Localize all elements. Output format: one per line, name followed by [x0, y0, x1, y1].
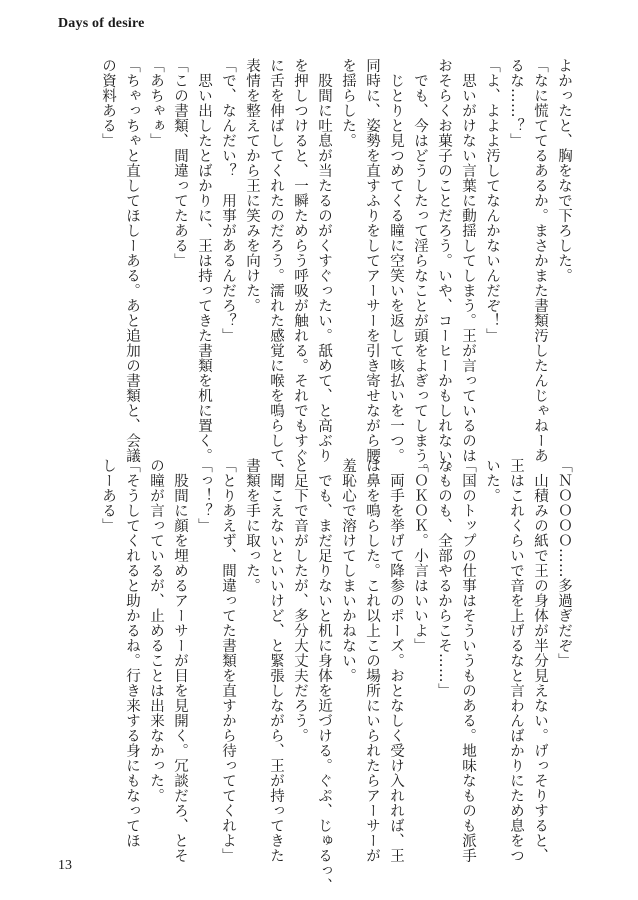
text-line: 「あちゃぁ」 — [148, 58, 164, 148]
text-line: 「国のトップの仕事はそういうものある。地味なものも派手 — [460, 458, 476, 863]
text-line: 「なに慌ててるあるか。まさかまた書類汚したんじゃねーあ — [532, 58, 548, 463]
text-line: 股間に顔を埋めるアーサーが目を見開く。冗談だろ、とそ — [172, 458, 188, 863]
text-line: 聞こえないといいけど、と緊張しながら、王が持ってきた — [268, 458, 284, 863]
text-line: 王はこれくらいで音を上げるなと言わんばかりにため息をつ — [508, 458, 524, 863]
text-line: 「っ！？」 — [196, 458, 212, 533]
page-number: 13 — [58, 858, 72, 873]
text-line: は鼻を鳴らした。これ以上この場所にいられたらアーサーが — [364, 458, 380, 863]
text-block-bottom — [96, 458, 576, 893]
text-line: るな……？」 — [508, 58, 524, 148]
text-line: 思い出したとばかりに、王は持ってきた書類を机に置く。 — [196, 58, 212, 463]
text-line: よかったと、胸をなで下ろした。 — [556, 58, 572, 283]
text-line: 思いがけない言葉に動揺してしまう。王が言っているのは — [460, 58, 476, 463]
text-line: 「ＯＫＯＫ。小言はいいよ」 — [412, 458, 428, 653]
running-header: Days of desire — [58, 16, 145, 31]
text-line: 「ＮＯＯＯＯ……多過ぎだぞ」 — [556, 458, 572, 668]
text-line: の資料ある」 — [100, 58, 116, 148]
text-line: を押しつけると、一瞬ためらう呼吸が触れる。それでもすぐ — [292, 58, 308, 463]
text-line: 「この書類、間違ってたある」 — [172, 58, 188, 268]
text-line: しーある」 — [100, 458, 116, 533]
text-line: 「とりあえず、間違ってた書類を直すから待っててくれよ」 — [220, 458, 236, 863]
text-line: 「で、なんだい？ 用事があるんだろ？」 — [220, 58, 236, 343]
text-line: 股間に吐息が当たるのがくすぐったい。舐めて、と高ぶり — [316, 58, 332, 463]
text-line: おそらくお菓子のことだろう。いや、コーヒーかもしれない。 — [436, 58, 452, 478]
text-line: 「そうしてくれると助かるね。行き来する身にもなってほ — [124, 458, 140, 848]
text-line: でも、まだ足りないと机に身体を近づける。ぐぷ、じゅるっ、 — [316, 458, 332, 893]
text-line: を揺らした。 — [340, 58, 356, 148]
text-line: じとりと見つめてくる瞳に空笑いを返して咳払いを一つ。 — [388, 58, 404, 463]
text-line: なものも、全部やるからこそ……」 — [436, 458, 452, 698]
text-line: 山積みの紙で王の身体が半分見えない。げっそりすると、 — [532, 458, 548, 863]
text-line: 「ちゃっちゃと直してほしーある。あと追加の書類と、会議 — [124, 58, 140, 463]
text-line: いた。 — [484, 458, 500, 503]
text-line: 両手を挙げて降参のポーズ。おとなしく受け入れれば、王 — [388, 458, 404, 863]
text-line: でも、今はどうしたって淫らなことが頭をよぎってしまう。 — [412, 58, 428, 478]
text-line: 表情を整えてから王に笑みを向けた。 — [244, 58, 260, 313]
text-line: と足下で音がしたが、多分大丈夫だろう。 — [292, 458, 308, 743]
text-line: に舌を伸ばしてくれたのだろう。濡れた感覚に喉を鳴らして、 — [268, 58, 284, 478]
text-line: 羞恥心で溶けてしまいかねない。 — [340, 458, 356, 683]
text-line: 「よ、よよよ汚してなんかないんだぞ！」 — [484, 58, 500, 343]
text-block-top — [96, 58, 576, 478]
text-line: 同時に、姿勢を直すふりをしてアーサーを引き寄せながら腰 — [364, 58, 380, 463]
text-line: 書類を手に取った。 — [244, 458, 260, 593]
text-line: の瞳が言っているが、止めることは出来なかった。 — [148, 458, 164, 803]
